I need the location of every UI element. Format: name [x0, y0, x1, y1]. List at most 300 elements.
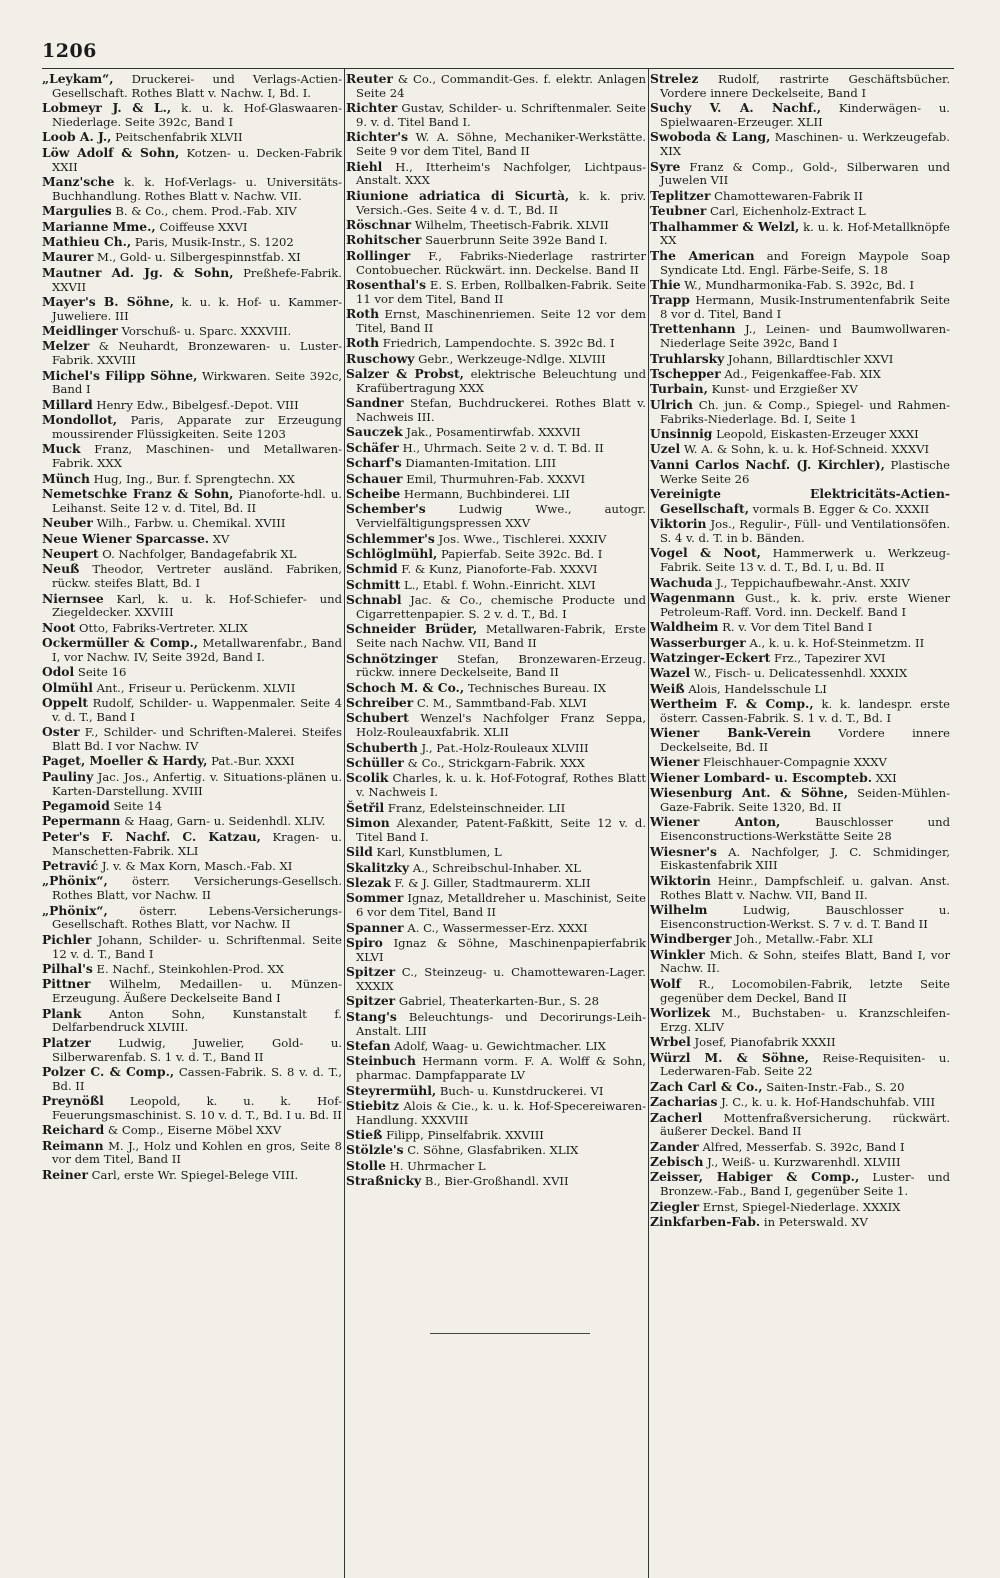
entry-name: Roth: [346, 335, 380, 351]
entry-name: Šetřil: [346, 799, 385, 815]
directory-entry: [42, 962, 342, 977]
entry-description: W. A. Söhne, Mechaniker-Werkstätte. Seite 9 vor dem Titel, Band II: [356, 130, 646, 159]
entry-description: Johann, Schilder- u. Schriftenmal. Seite 12 v. d. T., Band I: [52, 932, 343, 961]
directory-entry: [42, 977, 342, 1006]
entry-name: „Leykam“,: [42, 71, 114, 86]
entry-description: C., Steinzeug- u. Chamottewaren-Lager. XXXIX: [356, 965, 646, 993]
entry-name: Oppelt: [42, 695, 89, 711]
entry-name: Waldheim: [650, 619, 719, 635]
entry-name: Pilhal's: [42, 960, 93, 976]
entry-description: Wilh., Farbw. u. Chemikal. XVIII: [96, 516, 286, 531]
entry-description: Heinr., Dampfschleif. u. galvan. Anst. Rothes Blatt v. Nachw. VII, Band II.: [660, 873, 950, 902]
entry-description: Wilhelm, Theetisch-Fabrik. XLVII: [414, 217, 609, 232]
entry-name: Scheibe: [346, 486, 401, 501]
entry-description: Chamottewaren-Fabrik II: [714, 188, 863, 203]
entry-name: Schnabl: [346, 592, 402, 608]
directory-entry: [650, 771, 950, 786]
entry-name: Zacharias: [650, 1094, 718, 1110]
entry-name: Schmid: [346, 561, 398, 577]
entry-name: Teubner: [650, 203, 707, 219]
entry-description: Anton Sohn, Kunstanstalt f. Delfarbendruck XLVIII.: [52, 1006, 342, 1035]
entry-description: & Comp., Eiserne Möbel XXV: [107, 1123, 282, 1138]
entry-name: Ruschowy: [346, 350, 415, 366]
entry-description: Cassen-Fabrik. S. 8 v. d. T., Bd. II: [52, 1064, 342, 1093]
directory-entry: [650, 845, 950, 874]
entry-name: Wiener: [650, 754, 700, 770]
entry-description: Luster- und Bronzew.-Fab., Band I, gegenüber Seite 1.: [660, 1170, 951, 1199]
entry-name: Unsinnig: [650, 426, 713, 442]
entry-description: Seiden-Mühlen-Gaze-Fabrik. Seite 1320, Bd. II: [660, 786, 950, 815]
entry-name: Manz'sche: [42, 173, 115, 189]
directory-entry: [346, 994, 646, 1009]
entry-description: vormals B. Egger & Co. XXXII: [752, 501, 930, 516]
entry-name: Muck: [42, 441, 81, 457]
entry-description: Alois, Handelsschule LI: [688, 681, 827, 696]
entry-description: Josef, Pianofabrik XXXII: [694, 1035, 836, 1050]
entry-name: Mathieu Ch.,: [42, 233, 132, 249]
entry-name: „Phönix“,: [42, 873, 108, 889]
entry-description: XV: [212, 531, 230, 546]
directory-entry: [650, 278, 950, 293]
entry-name: Stieß: [346, 1127, 383, 1143]
entry-description: Friedrich, Lampendochte. S. 392c Bd. I: [382, 336, 615, 351]
entry-description: H. Uhrmacher L: [389, 1158, 486, 1173]
directory-entry: [42, 339, 342, 368]
directory-entry: [650, 666, 950, 681]
entry-name: Wagenmann: [650, 589, 735, 605]
entry-name: Oster: [42, 724, 80, 740]
entry-description: Beleuchtungs- und Decorirungs-Leih-Anstalt. LIII: [356, 1009, 646, 1038]
directory-entry: [346, 876, 646, 891]
directory-entry: [42, 933, 342, 962]
directory-entry: [42, 1139, 342, 1168]
entry-name: Stolle: [346, 1157, 386, 1173]
directory-entry: [346, 921, 646, 936]
directory-entry: [650, 442, 950, 457]
directory-entry: [42, 220, 342, 235]
directory-entry: [346, 1084, 646, 1099]
directory-entry: [650, 576, 950, 591]
entry-description: Filipp, Pinselfabrik. XXVIII: [386, 1128, 544, 1143]
entry-description: M., Gold- u. Silbergespinnstfab. XI: [97, 250, 301, 265]
entry-name: Maurer: [42, 249, 94, 265]
entry-description: Vorschuß- u. Sparc. XXXVIII.: [121, 324, 292, 339]
directory-entry: [650, 948, 950, 977]
directory-entry: [346, 367, 646, 396]
column-divider: [344, 68, 345, 1578]
entry-description: Paris, Musik-Instr., S. 1202: [134, 234, 294, 249]
entry-description: Ant., Friseur u. Perückenm. XLVII: [96, 680, 296, 695]
directory-entry: [650, 220, 950, 249]
entry-name: Stölzle's: [346, 1142, 404, 1158]
directory-entry: [650, 786, 950, 815]
directory-entry: [650, 1080, 950, 1095]
directory-entry: [42, 814, 342, 829]
entry-description: Metallwarenfabr., Band I, vor Nachw. IV, Seite 392d, Band I.: [52, 636, 342, 664]
entry-name: Reichard: [42, 1122, 105, 1138]
column-2: [346, 72, 646, 1190]
entry-name: Zebisch: [650, 1154, 704, 1170]
entry-description: Alfred, Messerfab. S. 392c, Band I: [702, 1139, 905, 1154]
entry-description: Gustav, Schilder- u. Schriftenmaler. Seite 9. v. d. Titel Band I.: [356, 101, 647, 129]
directory-entry: [650, 546, 950, 575]
entry-name: Michel's Filipp Söhne,: [42, 367, 198, 383]
entry-description: Hammerwerk u. Werkzeug-Fabrik. Seite 13 v. d. T., Bd. I, u. Bd. II: [660, 546, 951, 575]
directory-entry: [346, 562, 646, 577]
entry-description: Franz & Comp., Gold-, Silberwaren und Juwelen VII: [660, 159, 950, 188]
entry-description: Alois & Cie., k. u. k. Hof-Specereiwaren-Handlung. XXXVIII: [356, 1098, 646, 1127]
entry-name: Schüller: [346, 755, 404, 771]
directory-entry: [42, 904, 342, 933]
entry-name: Suchy V. A. Nachf.,: [650, 100, 822, 116]
directory-entry: [346, 965, 646, 994]
entry-description: Stefan, Bronzewaren-Erzeug. rückw. innere Deckelseite, Band II: [356, 651, 647, 680]
directory-entry: [346, 756, 646, 771]
column-3: [650, 72, 950, 1230]
entry-name: Zacherl: [650, 1109, 703, 1125]
directory-entry: [650, 815, 950, 844]
directory-entry: [650, 382, 950, 397]
directory-entry: [650, 682, 950, 697]
entry-description: k. k. priv. Versich.-Ges. Seite 4 v. d. T., Bd. II: [356, 188, 647, 217]
directory-entry: [650, 1095, 950, 1110]
entry-name: Ockermüller & Comp.,: [42, 635, 199, 651]
entry-name: Riehl: [346, 158, 383, 174]
entry-name: Steyrermühl,: [346, 1082, 437, 1098]
directory-entry: [42, 696, 342, 725]
entry-name: Pegamoid: [42, 798, 110, 814]
entry-description: in Peterswald. XV: [763, 1215, 868, 1230]
entry-description: Papierfab. Seite 392c. Bd. I: [440, 546, 603, 561]
entry-description: Pat.-Bur. XXXI: [211, 754, 295, 769]
directory-entry: [42, 830, 342, 859]
entry-name: Stang's: [346, 1008, 397, 1024]
entry-description: Rudolf, Schilder- u. Wappenmaler. Seite 4 v. d. T., Band I: [52, 696, 342, 724]
directory-entry: [346, 472, 646, 487]
entry-name: Margulies: [42, 203, 112, 219]
directory-entry: [346, 502, 646, 531]
entry-name: Skalitzky: [346, 859, 410, 875]
entry-name: Schäfer: [346, 439, 399, 455]
directory-entry: [650, 903, 950, 932]
entry-description: Ernst, Maschinenriemen. Seite 12 vor dem Titel, Band II: [356, 307, 647, 335]
entry-description: W., Mundharmonika-Fab. S. 392c, Bd. I: [684, 277, 915, 292]
directory-entry: [42, 770, 342, 799]
entry-description: Sauerbrunn Seite 392e Band I.: [425, 233, 608, 248]
entry-name: Spanner: [346, 919, 404, 935]
directory-entry: [346, 845, 646, 860]
entry-description: Hermann vorm. F. A. Wolff & Sohn, pharmac. Dampfapparate LV: [356, 1054, 646, 1083]
entry-name: Schneider Brüder,: [346, 621, 478, 637]
entry-name: Schlemmer's: [346, 530, 435, 546]
entry-description: Charles, k. u. k. Hof-Fotograf, Rothes Blatt v. Nachweis I.: [356, 771, 646, 800]
entry-name: Spiro: [346, 934, 383, 950]
entry-name: Scolik: [346, 770, 389, 786]
entry-description: W. A. & Sohn, k. u. k. Hof-Schneid. XXXVI: [683, 442, 930, 457]
directory-entry: [42, 324, 342, 339]
entry-name: Riunione adriatica di Sicurtà,: [346, 187, 570, 203]
directory-entry: [650, 932, 950, 947]
entry-name: Teplitzer: [650, 187, 711, 203]
directory-entry: [346, 1128, 646, 1143]
entry-name: Schmitt: [346, 576, 401, 592]
entry-name: Peter's F. Nachf. C. Katzau,: [42, 828, 261, 844]
directory-entry: [346, 278, 646, 307]
entry-description: Seite 14: [113, 799, 162, 814]
entry-name: Schreiber: [346, 695, 414, 711]
entry-name: Wiener Bank-Verein: [650, 725, 811, 741]
directory-entry: [650, 322, 950, 351]
entry-name: Worlizek: [650, 1004, 711, 1020]
entry-description: Wirkwaren. Seite 392c, Band I: [52, 368, 343, 397]
entry-name: Ulrich: [650, 396, 693, 412]
entry-description: F. & Kunz, Pianoforte-Fab. XXXVI: [401, 562, 598, 577]
entry-name: Sandner: [346, 395, 404, 411]
entry-name: Reuter: [346, 71, 393, 86]
entry-name: Ziegler: [650, 1198, 700, 1214]
directory-entry: [346, 189, 646, 218]
directory-entry: [42, 146, 342, 175]
entry-description: Rudolf, rastrirte Geschäftsbücher. Vordere innere Deckelseite, Band I: [660, 72, 951, 100]
entry-description: Bauschlosser und Eisenconstructions-Werkstätte Seite 28: [660, 815, 951, 844]
directory-entry: [346, 891, 646, 920]
entry-name: Olmühl: [42, 679, 93, 695]
entry-description: Plastische Werke Seite 26: [660, 457, 951, 486]
entry-name: Neuß: [42, 561, 80, 577]
directory-entry: [42, 250, 342, 265]
entry-name: Rosenthal's: [346, 276, 427, 292]
directory-entry: [346, 532, 646, 547]
entry-name: Vanni Carlos Nachf. (J. Kirchler),: [650, 456, 885, 472]
directory-entry: [650, 651, 950, 666]
entry-description: Gust., k. k. priv. erste Wiener Petroleum-Raff. Vord. inn. Deckelf. Band I: [660, 590, 950, 619]
directory-entry: [346, 711, 646, 740]
directory-entry: [346, 741, 646, 756]
directory-entry: [346, 130, 646, 159]
entry-description: Johann, Billardtischler XXVI: [728, 351, 894, 366]
directory-entry: [650, 1051, 950, 1080]
entry-name: Viktorin: [650, 516, 707, 532]
entry-name: Wiener Lombard- u. Escompteb.: [650, 769, 872, 785]
directory-entry: [650, 189, 950, 204]
directory-entry: [650, 517, 950, 546]
directory-entry: [42, 72, 342, 101]
entry-name: Wasserburger: [650, 634, 746, 650]
entry-name: Wachuda: [650, 574, 713, 590]
entry-description: Karl, Kunstblumen, L: [376, 845, 502, 860]
entry-description: A. Nachfolger, J. C. Schmidinger, Eiskastenfabrik XIII: [660, 844, 951, 873]
entry-description: Reise-Requisiten- u. Lederwaren-Fab. Seite 22: [660, 1050, 951, 1079]
directory-entry: [650, 697, 950, 726]
entry-name: Truhlarsky: [650, 350, 725, 366]
entry-description: A. C., Wassermesser-Erz. XXXI: [407, 920, 588, 935]
directory-entry: [346, 160, 646, 189]
entry-description: H., Uhrmach. Seite 2 v. d. T. Bd. II: [402, 440, 604, 455]
directory-entry: [42, 487, 342, 516]
entry-name: Zach Carl & Co.,: [650, 1078, 763, 1094]
directory-entry: [346, 249, 646, 278]
entry-name: Thie: [650, 276, 681, 292]
directory-entry: [650, 591, 950, 620]
entry-name: Niernsee: [42, 590, 104, 606]
entry-description: Seite 16: [77, 665, 127, 680]
directory-entry: [650, 1155, 950, 1170]
directory-entry: [346, 816, 646, 845]
directory-entry: [42, 636, 342, 665]
entry-description: R., Locomobilen-Fabrik, letzte Seite gegenüber dem Deckel, Band II: [660, 976, 951, 1005]
entry-description: Metallwaren-Fabrik, Erste Seite nach Nachw. VII, Band II: [356, 622, 647, 651]
entry-description: Mottenfraßversicherung. rückwärt. äußerer Deckel. Band II: [660, 1110, 951, 1139]
entry-name: The American: [650, 247, 755, 263]
entry-description: Kotzen- u. Decken-Fabrik XXII: [52, 145, 342, 174]
directory-entry: [346, 578, 646, 593]
directory-entry: [650, 726, 950, 755]
entry-description: Wilhelm, Medaillen- u. Münzen-Erzeugung. Äußere Deckelseite Band I: [52, 977, 342, 1006]
directory-entry: [346, 72, 646, 101]
entry-description: E. S. Erben, Rollbalken-Fabrik. Seite 11 vor dem Titel, Band II: [356, 277, 646, 306]
entry-description: A., k. u. k. Hof-Steinmetzm. II: [749, 635, 925, 650]
entry-description: C. M., Sammtband-Fab. XLVI: [416, 696, 587, 711]
directory-entry: [346, 1159, 646, 1174]
directory-entry: [346, 622, 646, 651]
entry-name: Wazel: [650, 665, 691, 681]
entry-name: Schubert: [346, 710, 409, 726]
directory-entry: [42, 621, 342, 636]
entry-name: Pichler: [42, 931, 92, 947]
entry-description: J., Pat.-Holz-Rouleaux XLVIII: [421, 740, 589, 755]
entry-name: Münch: [42, 470, 90, 486]
entry-name: Swoboda & Lang,: [650, 129, 771, 145]
entry-description: k. u. k. Hof- u. Kammer-Juweliere. III: [52, 294, 343, 323]
directory-entry: [650, 977, 950, 1006]
directory-entry: [346, 696, 646, 711]
entry-description: Maschinen- u. Werkzeugefab. XIX: [660, 130, 950, 159]
entry-name: Wiesenburg Ant. & Söhne,: [650, 785, 848, 801]
entry-description: Leopold, k. u. k. Hof-Feuerungsmaschinist. S. 10 v. d. T., Bd. I u. Bd. II: [52, 1094, 342, 1122]
entry-description: H., Itterheim's Nachfolger, Lichtpaus-Anstalt. XXX: [356, 159, 646, 188]
entry-description: Ludwig, Bauschlosser u. Eisenconstruction-Werkst. S. 7 v. d. T. Band II: [660, 903, 951, 931]
directory-entry: [346, 1054, 646, 1083]
entry-name: Neue Wiener Sparcasse.: [42, 530, 210, 546]
entry-name: Syre: [650, 158, 681, 174]
entry-name: Platzer: [42, 1034, 91, 1050]
directory-entry: [42, 725, 342, 754]
directory-entry: [346, 218, 646, 233]
entry-description: Kragen- u. Manschetten-Fabrik. XLI: [52, 829, 342, 858]
entry-name: Sild: [346, 844, 373, 860]
directory-entry: [650, 367, 950, 382]
entry-name: Meidlinger: [42, 323, 118, 339]
directory-entry: [650, 755, 950, 770]
entry-description: Jac. Jos., Anfertig. v. Situations-plänen u. Karten-Darstellung. XVIII: [52, 769, 343, 798]
entry-name: Löw Adolf & Sohn,: [42, 144, 180, 160]
entry-description: Carl, erste Wr. Spiegel-Belege VIII.: [91, 1167, 299, 1182]
entry-description: österr. Lebens-Versicherungs-Gesellschaft. Rothes Blatt, vor Nachw. II: [52, 903, 342, 932]
directory-entry: [42, 204, 342, 219]
entry-description: Diamanten-Imitation. LIII: [405, 456, 557, 471]
entry-name: Loob A. J.,: [42, 129, 112, 145]
entry-description: R. v. Vor dem Titel Band I: [722, 620, 873, 635]
directory-entry: [650, 487, 950, 517]
directory-entry: [346, 1099, 646, 1128]
entry-name: Paget, Moeller & Hardy,: [42, 753, 208, 769]
entry-name: Petravić: [42, 858, 99, 874]
entry-description: elektrische Beleuchtung und Krafübertragung XXX: [356, 367, 646, 395]
directory-entry: [346, 1039, 646, 1054]
entry-name: Röschnar: [346, 216, 412, 232]
directory-entry: [346, 307, 646, 336]
directory-entry: [346, 441, 646, 456]
entry-name: Neupert: [42, 545, 99, 561]
entry-name: Mayer's B. Söhne,: [42, 293, 174, 309]
directory-entry: [650, 352, 950, 367]
entry-name: Schlöglmühl,: [346, 545, 438, 561]
entry-name: Schnötzinger: [346, 650, 438, 666]
entry-description: Wenzel's Nachfolger Franz Seppa, Holz-Rouleauxfabrik. XLII: [356, 711, 647, 740]
entry-name: Wertheim F. & Comp.,: [650, 696, 814, 712]
entry-name: Winkler: [650, 946, 705, 962]
entry-description: Hermann, Buchbinderei. LII: [403, 487, 570, 501]
entry-name: Straßnicky: [346, 1173, 422, 1189]
entry-name: Richter: [346, 100, 398, 116]
entry-description: W., Fisch- u. Delicatessenhdl. XXXIX: [693, 666, 908, 681]
entry-name: Würzl M. & Söhne,: [650, 1049, 809, 1065]
column-divider: [648, 68, 649, 1578]
entry-description: F., Fabriks-Niederlage rastrirter Contobuecher. Rückwärt. inn. Deckelse. Band II: [356, 248, 647, 277]
entry-name: Zinkfarben-Fab.: [650, 1214, 761, 1230]
entry-description: k. u. k. Hof-Metallknöpfe XX: [660, 219, 951, 248]
directory-entry: [346, 681, 646, 696]
directory-entry: [650, 1140, 950, 1155]
directory-entry: [42, 562, 342, 591]
entry-name: Windberger: [650, 931, 732, 947]
entry-name: Vereinigte Elektricitäts-Actien-Gesellschaft,: [650, 486, 950, 516]
directory-entry: [42, 130, 342, 145]
entry-name: Mautner Ad. Jg. & Sohn,: [42, 264, 234, 280]
entry-name: Trettenhann: [650, 321, 736, 337]
directory-entry: [650, 620, 950, 635]
directory-entry: [650, 1111, 950, 1140]
directory-entry: [346, 593, 646, 622]
entry-name: Wiesner's: [650, 843, 717, 859]
entry-description: Henry Edw., Bibelgesf.-Depot. VIII: [96, 397, 299, 412]
entry-description: Jos. Wwe., Tischlerei. XXXIV: [438, 531, 607, 546]
entry-description: Mich. & Sohn, steifes Blatt, Band I, vor Nachw. II.: [660, 947, 950, 976]
entry-description: Theodor, Vertreter ausländ. Fabriken, rückw. steifes Blatt, Bd. I: [52, 562, 342, 591]
directory-entry: [650, 72, 950, 101]
directory-entry: [42, 1123, 342, 1138]
entry-description: L., Etabl. f. Wohn.-Einricht. XLVI: [404, 577, 596, 592]
entry-description: B., Bier-Großhandl. XVII: [424, 1174, 569, 1189]
directory-entry: [346, 652, 646, 681]
entry-description: Otto, Fabriks-Vertreter. XLIX: [79, 620, 248, 635]
directory-entry: [42, 1168, 342, 1183]
entry-description: Gebr., Werkzeuge-Ndlge. XLVIII: [418, 351, 606, 366]
entry-description: J., Leinen- und Baumwollwaren-Niederlage Seite 392c, Band I: [660, 322, 950, 351]
entry-description: Coiffeuse XXVI: [159, 219, 248, 234]
directory-entry: [42, 472, 342, 487]
entry-name: Marianne Mme.,: [42, 218, 156, 234]
entry-description: B. & Co., chem. Prod.-Fab. XIV: [115, 204, 297, 219]
entry-name: „Phönix“,: [42, 902, 108, 918]
directory-entry: [42, 874, 342, 903]
entry-name: Schauer: [346, 470, 403, 486]
entry-name: Rohitscher: [346, 232, 422, 248]
directory-entry: [650, 398, 950, 427]
directory-entry: [650, 101, 950, 130]
directory-entry: [346, 396, 646, 425]
directory-entry: [346, 801, 646, 816]
